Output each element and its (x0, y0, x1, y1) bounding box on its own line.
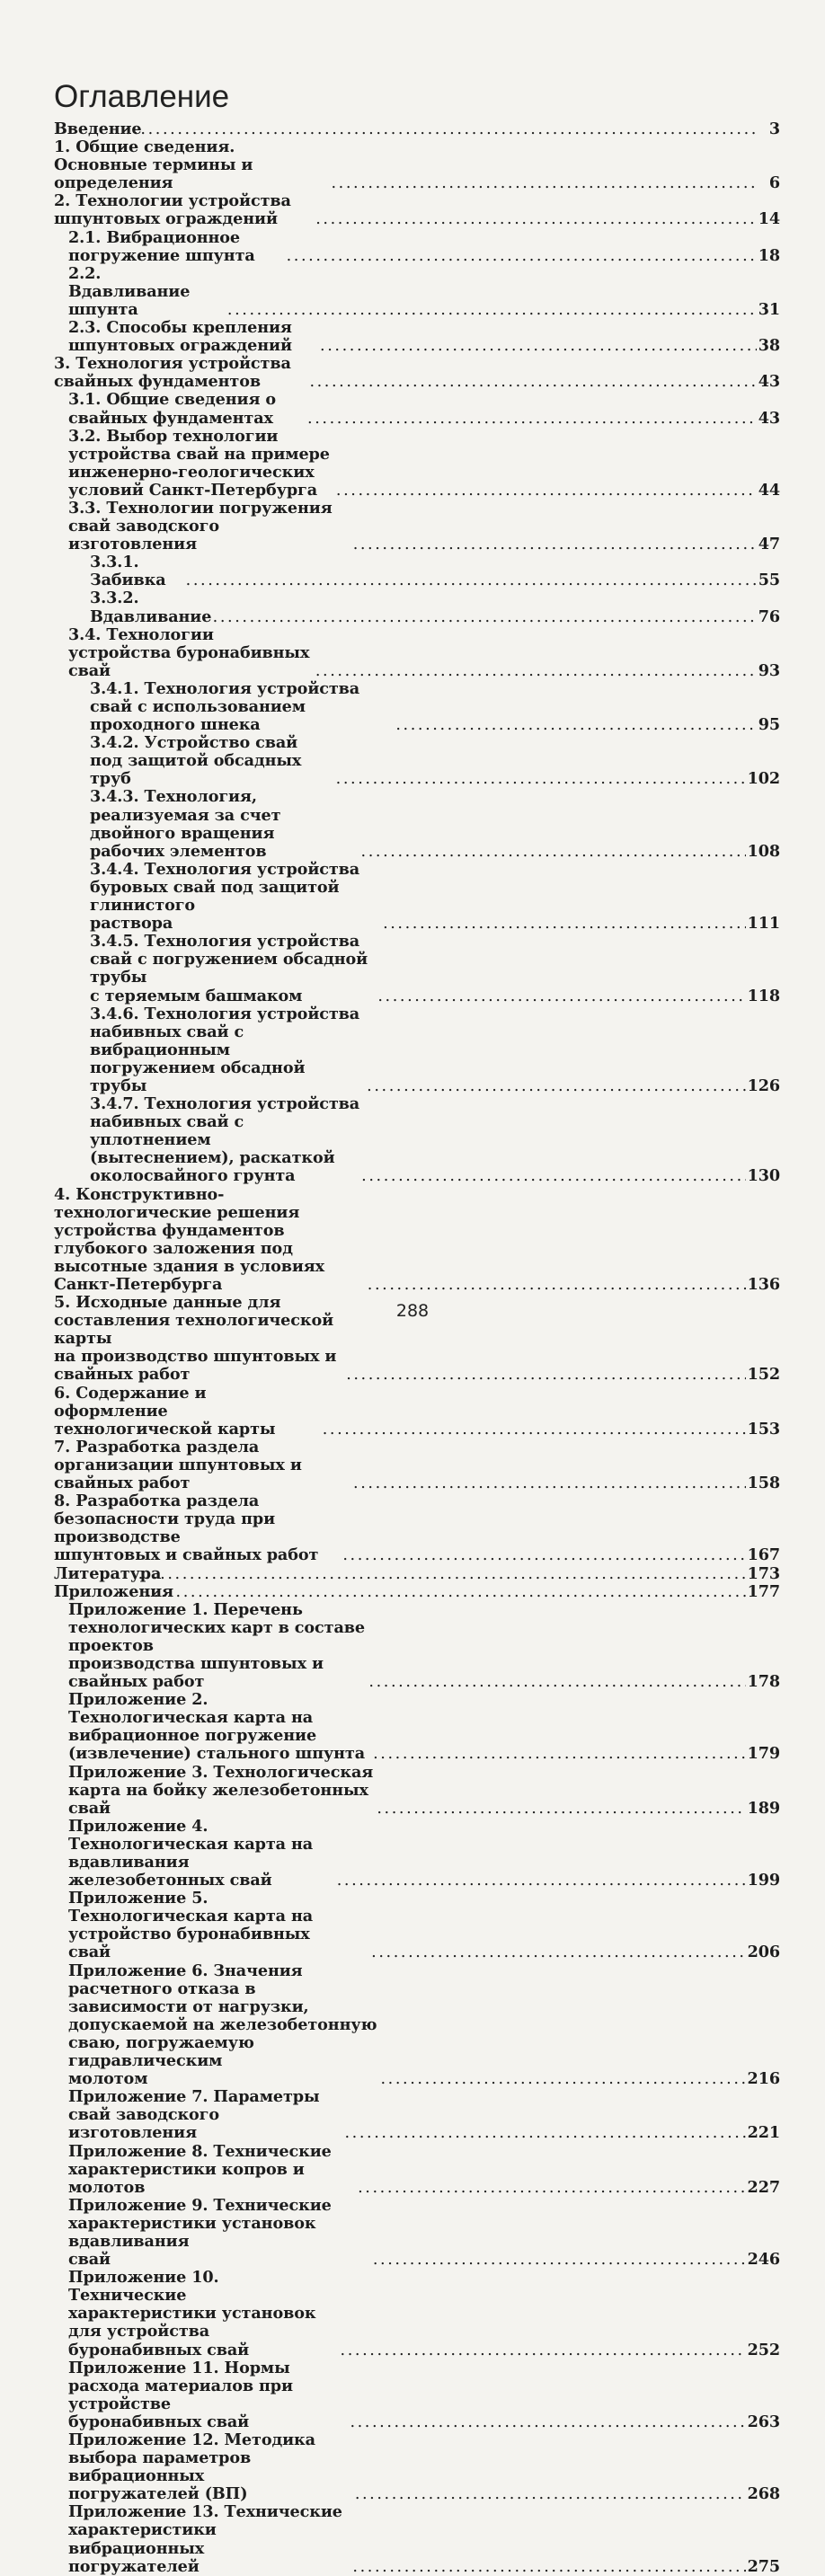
toc-entry (54, 734, 780, 788)
toc-entry-page: 76 (758, 606, 780, 626)
toc-entry (54, 2503, 780, 2575)
toc-entry (54, 2143, 780, 2197)
dot-leader (361, 843, 746, 861)
toc-entry-title: Приложение 3. Технологическая карта на бойку железобетонных свай (68, 1762, 374, 1818)
toc-entry-title: Литература (54, 1563, 162, 1583)
toc-entry-page: 55 (758, 571, 780, 590)
toc-entry-title: Приложение 10. Технические характеристики установок для устройства буронабивных свай (68, 2268, 316, 2359)
toc-entry-title: 6. Содержание и оформление технологической карты (54, 1383, 276, 1438)
dot-leader (227, 301, 757, 319)
toc-entry-title: 3.3. Технологии погружения свай заводского изготовления (68, 498, 333, 554)
dot-leader (342, 1546, 745, 1564)
toc-entry-page: 136 (747, 1275, 780, 1294)
toc-entry (54, 788, 780, 860)
dot-leader (377, 1800, 745, 1818)
toc-entry-page: 43 (758, 408, 780, 428)
dot-leader (213, 608, 757, 626)
dot-leader (287, 247, 757, 265)
toc-entry-title: 3.4.1. Технология устройства свай с использованием проходного шнека (90, 678, 360, 735)
dot-leader (341, 2341, 746, 2359)
toc-entry-title: 5. Исходные данные для составления технологической карты на производство шпунтовых и свайных работ (54, 1293, 337, 1385)
toc-entry (54, 1601, 780, 1691)
toc-entry-page: 268 (747, 2484, 780, 2504)
toc-entry-page: 252 (747, 2340, 780, 2359)
toc-entry (54, 1385, 780, 1438)
toc-entry-page: 216 (747, 2069, 780, 2089)
dot-leader (315, 662, 757, 680)
toc-entry (54, 229, 780, 265)
dot-leader (377, 987, 745, 1005)
dot-leader (358, 2179, 745, 2197)
toc-entry-page: 44 (758, 480, 780, 500)
dot-leader (323, 1421, 746, 1438)
toc-entry-title: 3.4.2. Устройство свай под защитой обсадных труб (90, 733, 302, 789)
toc-entry-title: Приложение 6. Значения расчетного отказа в зависимости от нагрузки, допускаемой на железобетонную сваю, погружаемую гидравлическим молотом (68, 1961, 377, 2089)
dot-leader (383, 915, 746, 933)
toc-entry-page: 158 (747, 1474, 780, 1493)
toc-entry-page: 108 (747, 841, 780, 861)
dot-leader (344, 2124, 745, 2142)
toc-entry (54, 265, 780, 319)
dot-leader (355, 2485, 746, 2503)
dot-leader (368, 1673, 745, 1691)
toc-entry-title: 2.2. Вдавливание шпунта (68, 263, 191, 319)
toc-entry-page: 130 (747, 1166, 780, 1186)
toc-entry (54, 626, 780, 680)
toc-entry (54, 2197, 780, 2269)
toc-entry-title: Приложение 8. Технические характеристики копров и молотов (68, 2141, 332, 2197)
dot-leader (126, 120, 758, 138)
dot-leader (368, 1276, 746, 1294)
toc-entry-page: 178 (747, 1672, 780, 1692)
toc-entry (54, 500, 780, 553)
toc-entry-title: 4. Конструктивно-технологические решения устройства фундаментов глубокого заложения под высотные здания в условиях Санкт-Петербурга (54, 1184, 325, 1294)
toc-entry-page: 152 (747, 1365, 780, 1385)
toc-entry-page: 189 (747, 1798, 780, 1818)
dot-leader (350, 2413, 745, 2431)
toc-entry (54, 1565, 780, 1583)
toc-entry-title: Приложение 7. Параметры свай заводского изготовления (68, 2087, 320, 2143)
dot-leader (367, 1077, 745, 1095)
toc-entry-title: Приложение 1. Перечень технологических карт в составе проектов производства шпунтовых и свайных работ (68, 1599, 365, 1692)
toc-entry-page: 246 (747, 2250, 780, 2270)
toc-entry-title: 2.1. Вибрационное погружение шпунта (68, 227, 255, 265)
toc-entry-title: Введение (54, 120, 142, 138)
toc-entry-title: 3.4.3. Технология, реализуемая за счет двойного вращения рабочих элементов (90, 787, 281, 861)
toc-entry (54, 1438, 780, 1492)
toc-entry (54, 1186, 780, 1295)
dot-leader (353, 536, 757, 553)
toc-entry-title: 8. Разработка раздела безопасности труда при производстве шпунтовых и свайных работ (54, 1492, 319, 1565)
toc-entry-title: 3.4.7. Технология устройства набивных свай с уплотнением (вытеснением), раскаткой околосвайного грунта (90, 1094, 360, 1186)
toc-entry-page: 153 (747, 1419, 780, 1438)
toc-entry-title: Приложение 13. Технические характеристики вибрационных погружателей (68, 2502, 342, 2576)
dot-leader (346, 1366, 745, 1384)
toc-entry-page: 118 (747, 986, 780, 1005)
toc-entry-title: 3.4. Технологии устройства буронабивных свай (68, 624, 310, 680)
toc-entry-title: Приложение 12. Методика выбора параметров вибрационных погружателей (ВП) (68, 2430, 315, 2504)
toc-entry-page: 167 (747, 1545, 780, 1565)
toc-entry-title: Приложение 5. Технологическая карта на устройство буронабивных свай (68, 1889, 314, 1962)
dot-leader (315, 210, 757, 228)
toc-entry-page: 221 (747, 2123, 780, 2143)
toc-entry (54, 2269, 780, 2359)
dot-leader (186, 571, 757, 589)
toc-entry-page: 14 (758, 209, 780, 229)
toc-entry-title: Приложение 4. Технологическая карта на вдавливания железобетонных свай (68, 1816, 314, 1890)
dot-leader (352, 2558, 745, 2576)
toc-entry-page: 93 (758, 660, 780, 680)
toc-entry (54, 933, 780, 1005)
toc-entry (54, 680, 780, 734)
toc-entry (54, 192, 780, 228)
toc-entry (54, 1095, 780, 1185)
toc-entry-title: 3.4.5. Технология устройства свай с погружением обсадной трубы с теряемым башмаком (90, 932, 368, 1005)
dot-leader (373, 1745, 745, 1763)
toc-entry-page: 179 (747, 1744, 780, 1764)
toc-entry-title: 2.3. Способы крепления шпунтовых ограждений (68, 318, 292, 356)
dot-leader (353, 1474, 746, 1492)
dot-leader (309, 373, 756, 391)
toc-entry-title: 3.1. Общие сведения о свайных фундаментах (68, 390, 277, 428)
toc-entry-page: 38 (758, 336, 780, 356)
toc-entry-page: 43 (758, 372, 780, 392)
toc-entry (54, 1764, 780, 1818)
toc-entry-page: 3 (768, 120, 780, 138)
dot-leader (331, 174, 758, 192)
toc-entry (54, 1962, 780, 2089)
page-number: 288 (395, 1301, 430, 1321)
toc-entry-title: 3.3.1. Забивка (90, 553, 166, 590)
toc-entry (54, 120, 780, 138)
toc-entry-title: 3. Технология устройства свайных фундаментов (54, 354, 291, 392)
toc-entry-title: 1. Общие сведения. Основные термины и определения (54, 137, 253, 193)
toc-entry-title: Приложение 11. Нормы расхода материалов при устройстве буронабивных свай (68, 2358, 293, 2431)
toc-entry-title: Приложение 2. Технологическая карта на вибрационное погружение (извлечение) стального шпунта (68, 1690, 366, 1764)
toc-entry (54, 319, 780, 355)
toc-entry (54, 391, 780, 427)
toc-entry (54, 1005, 780, 1095)
toc-entry-title: Приложения (54, 1581, 173, 1601)
toc-entry-page: 18 (758, 245, 780, 265)
toc-entry-page: 206 (747, 1943, 780, 1962)
dot-leader (336, 770, 746, 788)
toc-entry-page: 275 (747, 2556, 780, 2576)
dot-leader (395, 716, 756, 734)
dot-leader (361, 1167, 745, 1185)
dot-leader (380, 2070, 745, 2088)
toc-entry-page: 111 (747, 914, 780, 934)
toc-entry (54, 2431, 780, 2503)
toc-entry (54, 2359, 780, 2431)
dot-leader (336, 482, 757, 500)
toc-entry-page: 199 (747, 1871, 780, 1890)
toc-entry-page: 126 (747, 1076, 780, 1095)
dot-leader (146, 1583, 746, 1601)
toc-entry-title: 7. Разработка раздела организации шпунтовых и свайных работ (54, 1437, 302, 1493)
dot-leader (373, 2251, 746, 2269)
toc-entry (54, 861, 780, 933)
toc-entry-page: 173 (747, 1563, 780, 1583)
toc-entry (54, 2088, 780, 2142)
table-of-contents (54, 120, 780, 2576)
toc-entry-page: 95 (758, 715, 780, 735)
toc-entry-page: 177 (747, 1581, 780, 1601)
toc-entry-title: 3.4.4. Технология устройства буровых свай под защитой глинистого раствора (90, 859, 360, 934)
toc-entry (54, 1691, 780, 1763)
toc-entry-title: 3.4.6. Технология устройства набивных свай с вибрационным погружением обсадной трубы (90, 1004, 360, 1095)
toc-entry (54, 428, 780, 500)
dot-leader (371, 1943, 745, 1961)
dot-leader (337, 1872, 746, 1890)
toc-entry (54, 1492, 780, 1564)
dot-leader (307, 410, 757, 428)
toc-entry-page: 47 (758, 535, 780, 554)
toc-entry (54, 1818, 780, 1890)
page-title: Оглавление (54, 79, 230, 114)
toc-entry (54, 1583, 780, 1601)
toc-entry-page: 6 (768, 173, 780, 193)
toc-entry-title: 3.3.2. Вдавливание (90, 589, 212, 626)
toc-entry (54, 1890, 780, 1961)
toc-entry-title: 2. Технологии устройства шпунтовых ограждений (54, 191, 291, 229)
toc-entry-page: 263 (747, 2412, 780, 2431)
toc-entry (54, 589, 780, 625)
dot-leader (138, 1565, 746, 1583)
toc-entry (54, 138, 780, 192)
toc-entry-page: 31 (758, 299, 780, 319)
toc-entry-title: 3.2. Выбор технологии устройства свай на примере инженерно-геологических условий Санкт-Петербурга (68, 426, 330, 500)
toc-entry-page: 102 (747, 769, 780, 789)
toc-entry (54, 553, 780, 589)
toc-entry-page: 227 (747, 2177, 780, 2197)
dot-leader (320, 337, 757, 355)
toc-entry-title: Приложение 9. Технические характеристики установок вдавливания свай (68, 2195, 332, 2270)
toc-entry (54, 355, 780, 391)
